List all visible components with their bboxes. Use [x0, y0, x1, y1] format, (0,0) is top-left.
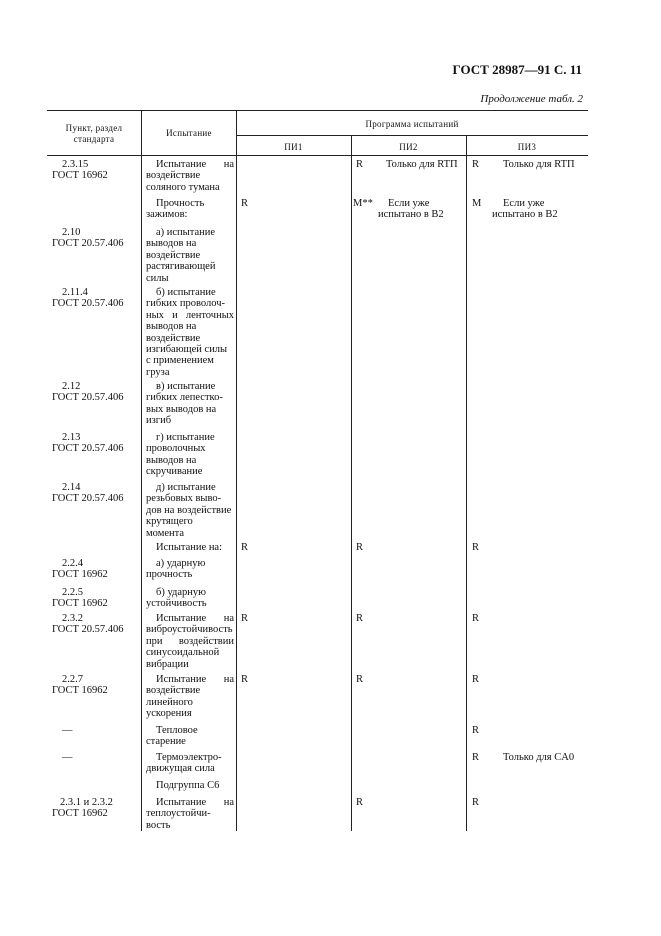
ref-cell: 2.2.5 ГОСТ 16962 [52, 587, 108, 610]
column-divider [466, 135, 467, 831]
pi1-mark: R [241, 674, 249, 685]
test-cell: Термоэлектро- движущая сила [146, 752, 222, 775]
column-header-pi2: ПИ2 [399, 142, 418, 152]
test-cell: Испытание на воздействие соляного тумана [146, 159, 234, 193]
table-header-sub-rule [236, 135, 588, 136]
pi2-note: Только для RTП [386, 159, 458, 170]
column-divider [236, 110, 237, 831]
continuation-label: Продолжение табл. 2 [480, 93, 583, 105]
ref-cell: 2.10 ГОСТ 20.57.406 [52, 227, 124, 250]
pi1-mark: R [241, 613, 249, 624]
test-cell: Подгруппа С6 [156, 780, 220, 791]
pi2-mark: R [356, 797, 364, 808]
ref-cell: 2.11.4 ГОСТ 20.57.406 [52, 287, 124, 310]
column-header-pi3: ПИ3 [517, 142, 537, 152]
pi3-mark: R [472, 674, 480, 685]
column-header-test: Испытание [166, 128, 212, 138]
pi3-mark: R [472, 725, 480, 736]
pi3-mark: R [472, 613, 480, 624]
column-divider [141, 110, 142, 831]
ref-cell: 2.14 ГОСТ 20.57.406 [52, 482, 124, 505]
test-cell: Испытание на воздействие линейного ускорения [146, 674, 234, 720]
ref-cell: 2.3.15 ГОСТ 16962 [52, 159, 108, 182]
column-divider [351, 135, 352, 831]
test-cell: д) испытание резьбовых выво- дов на воздействие крутящего момента [146, 482, 232, 539]
pi3-mark: M [472, 198, 482, 209]
ref-cell: — [62, 752, 73, 763]
test-cell: Испытание на виброустойчивость при воздействии синусоидальной вибрации [146, 613, 234, 670]
pi2-mark: M** [353, 198, 373, 209]
pi3-mark: R [472, 752, 480, 763]
pi3-note: Если уже испытано в В2 [492, 198, 558, 221]
test-cell: Тепловое старение [146, 725, 198, 748]
test-cell: в) испытание гибких лепестко- вых выводов на изгиб [146, 381, 223, 427]
test-cell: Испытание на: [156, 542, 223, 553]
pi2-mark: R [356, 613, 364, 624]
pi1-mark: R [241, 198, 249, 209]
pi2-mark: R [356, 542, 364, 553]
ref-cell: 2.3.2 ГОСТ 20.57.406 [52, 613, 124, 636]
test-cell: б) ударную устойчивость [146, 587, 207, 610]
pi2-mark: R [356, 674, 364, 685]
column-header-item: Пункт, раздел стандарта [65, 123, 123, 144]
test-cell: б) испытание гибких проволоч- ных и ленточных выводов на воздействие изгибающей силы с применением груза [146, 287, 234, 378]
pi3-note: Только для RTП [503, 159, 575, 170]
pi1-mark: R [241, 542, 249, 553]
test-cell: а) испытание выводов на воздействие растягивающей силы [146, 227, 216, 284]
test-cell: г) испытание проволочных выводов на скручивание [146, 432, 215, 478]
ref-cell: 2.13 ГОСТ 20.57.406 [52, 432, 124, 455]
ref-cell: 2.2.4 ГОСТ 16962 [52, 558, 108, 581]
table-header-bottom-rule [47, 155, 588, 156]
table-top-rule [47, 110, 588, 111]
test-cell: Испытание на теплоустойчи- вость [146, 797, 234, 831]
pi2-mark: R [356, 159, 364, 170]
ref-cell: 2.3.1 и 2.3.2 ГОСТ 16962 [52, 797, 113, 820]
test-cell: а) ударную прочность [146, 558, 206, 581]
ref-cell: 2.2.7 ГОСТ 16962 [52, 674, 108, 697]
ref-cell: 2.12 ГОСТ 20.57.406 [52, 381, 124, 404]
pi3-note: Только для CA0 [503, 752, 575, 763]
ref-cell: — [62, 725, 73, 736]
pi2-note: Если уже испытано в В2 [378, 198, 444, 221]
column-header-programs: Программа испытаний [365, 119, 459, 129]
pi3-mark: R [472, 542, 480, 553]
page-header: ГОСТ 28987—91 С. 11 [452, 62, 582, 77]
pi3-mark: R [472, 159, 480, 170]
column-header-pi1: ПИ1 [284, 142, 303, 152]
pi3-mark: R [472, 797, 480, 808]
test-cell: Прочность зажимов: [146, 198, 205, 221]
